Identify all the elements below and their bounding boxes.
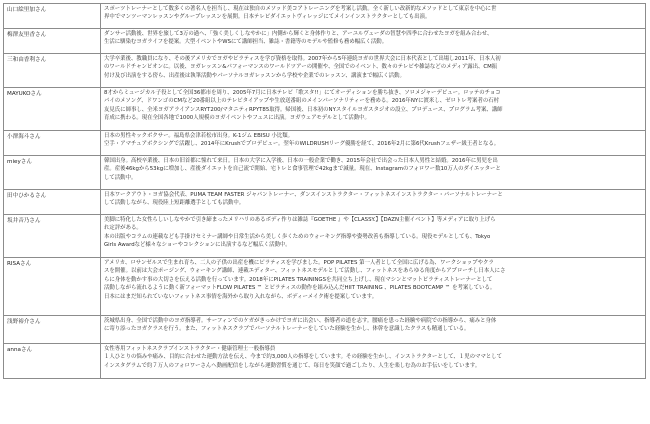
table-row xyxy=(4,316,646,344)
instructor-name: annaさん xyxy=(4,344,101,379)
table-row xyxy=(4,344,646,379)
instructor-name: 三和由香利さん xyxy=(4,54,101,88)
instructor-profile-table xyxy=(3,3,646,379)
instructor-description: 8才からミュージカル子役として全国36都市を周り、2005年7月に日本テレビ「歌スタ!!」にてオーディションを勝ち抜き、ソロメジャーデビュー。ロッテのチョコ パイのメソング、ドワンゴのCMなど20番組以上のテレビタイアップや生放送番組のメインパーソナリティーを務める。2016年NYに渡米し、ゼロトレ考案者の石村 友見氏に師事し、全米ヨガアライアンスRYT200/マタニティRPYT85取得。帰国後、日本初のNYスタイルヨガスタジオの設立、プロデュース、プログラム考案、講師 育成に携わる。現在全国各地で1000人規模のヨガイベントやフェスに出演。ヨガウェアモデルとして活動中。 xyxy=(101,88,646,131)
instructor-description: 日本ワークアウト・ヨガ協会代表、PUMA TEAM FASTER ジャパントレーナー、ダンスインストラクター・フィットネスインストラクター・パーソナルトレーナーと して活動しながら、現役陸上短距離選手としても活動中。 xyxy=(101,190,646,215)
instructor-description: ダンサー活動後、世界を旅して3万の過へ、「強く美しくしなやかに」内側から輝くと身体作りと、アーユルヴェーダの智慧や四季に合わせたヨガを組み合わせ、 生活に馴染むヨガライフを提案。大型イベントやWSにて講師担当、雑誌・書籍等のモデルや監修も務め幅広く活動。 xyxy=(101,29,646,54)
instructor-name: 坂井音乃さん xyxy=(4,215,101,258)
table-row xyxy=(4,54,646,88)
instructor-description: スポーツトレーナーとして数多くの著名人を担当し、現在は独自のメソッド美コアトレーニングを考案し活動。全く新しい改新的なメソッドとして東京を中心に世 界中でマンツーマンレッスンやグループレッスンを展開。日本テレビダイエットヴィレッジにてメインインストラクターとしても出演。 xyxy=(101,4,646,29)
table-row xyxy=(4,88,646,131)
instructor-name: 田中ひかるさん xyxy=(4,190,101,215)
instructor-name: mieyさん xyxy=(4,156,101,190)
table-row xyxy=(4,156,646,190)
instructor-name: MAYUKOさん xyxy=(4,88,101,131)
instructor-description: 韓国出身。高校卒業後、日本の旧首都に憧れて来日。日本の大学に入学後、日本の一般企業で働き、2015年会社で出会った日本人男性と結婚。2016年に男児を出 産。産後46kgから53kgに増加し、産後ダイエットを自己流で開始、宅トレと食事管理で42kgまで減量。現在、Instagramのフォロワー数10万人のダイエッターと して活動中。 xyxy=(101,156,646,190)
table-row xyxy=(4,4,646,29)
instructor-description: 日本の男性キックボクサー。福島県会津若松市出身。K-1ジム EBISU 小比類。 空手・アマチュアボクシングで活躍し、2014年にKrushでプロデビュー。翌年のWILDRUSHリーグ優勝を経て、2016年2月に第6代Krushフェザー級王者となる。 xyxy=(101,131,646,156)
table-row xyxy=(4,190,646,215)
instructor-description: アメリカ、ロサンゼルスで生まれ育ち、二人の子供の出産を機にピラティスを学びました。POP PILATES 第一人者として全国に広げる為、ワークショップやクラ スを開催。以前は大会ポージング、ウォーキング講師、連載エディター、フィットネスモデルとして活動し、フィットネスをあらゆる角度からアプローチし日本人にさ らに身体を動かす事の大切さを伝える活動を行っています。2018年にPILATES TRAININGSを共同立ち上げし、現在マシンとマットピラティストレーナーとして 活動しながら流れるように動く新フォーマットFLOW PILATES ™ とピラティスの動作を組み込んだHIIT TRAINING 、PILATES BOOTCAMP ™ を考案している。 日本にはまだ知られていないフィットネス事情を海外から取り入れながら、ボディーメイク術を提案しています。 xyxy=(101,258,646,316)
instructor-name: 浅野裕介さん xyxy=(4,316,101,344)
table-row xyxy=(4,258,646,316)
instructor-name: 梅澤友里香さん xyxy=(4,29,101,54)
instructor-description: 美脚に特化した女性らしいしなやかで引き締まったメリハリのあるボディ作りは雑誌『GOETHE 』や【CLASSY.】【DAZN主催イベント】等メディアに取り上げら れ定評がある。 本の出版やコラムの連載なども手掛けセミナー講師や日常生活から美しく歩くためのウォーキング指導や姿勢改善も指導している。現役モデルとしても、Tokyo Girls Awardなど様々なショーやコレクションに出演するなど幅広く活動中。 xyxy=(101,215,646,258)
instructor-description: 茨城県出身、全国で活動中のヨガ指導者。サーフィンでのケガがきっかけでヨガに出会い、指導者の道を志す。腰痛を患った経験や病院での指導から、痛みと身体 に寄り添ったヨガクラスを行う。また、フィットネスクラブでパーソナルトレーナーをしていた経験を生かし、体幹を意識したクラスも精通している。 xyxy=(101,316,646,344)
table-row xyxy=(4,215,646,258)
instructor-description: 女性専用フィットネスクラブインストラクター・健康管理士一般指導員 １人ひとりの悩みや痛み、目的に合わせた運動方法を伝え、今まで約3,000人の指導をしています。その経験を生かし、インストラクターとして、１児のママとして インスタグラムで約７万人のフォロワーさんへ動画配信をしながら運動習慣を通じて、毎日を笑顔で過ごしたり、人生を楽しむ為のお手伝いをしています。 xyxy=(101,344,646,379)
table-row xyxy=(4,29,646,54)
instructor-name: 小澤海斗さん xyxy=(4,131,101,156)
instructor-name: RISAさん xyxy=(4,258,101,316)
table-row xyxy=(4,131,646,156)
instructor-description: 大学卒業後、教職員になり、その後アメリカでヨガやピラティスを学び資格を取得。2007年から5年連続ヨガの世界大会に日本代表として出場し2011年、日本人初 のワールドチャンピオンに。以後、ヨガレッスン&パフォーマンスのワールドツアーの開催や、全国でのイベント、数々のテレビや雑誌などのメディア露出、CM振 付け及び出演をする傍ら、出産後は執筆活動やパーソナルヨガレッスンから学校や企業でのレッスン、講演まで幅広く活動。 xyxy=(101,54,646,88)
instructor-name: 山口絵里加さん xyxy=(4,4,101,29)
